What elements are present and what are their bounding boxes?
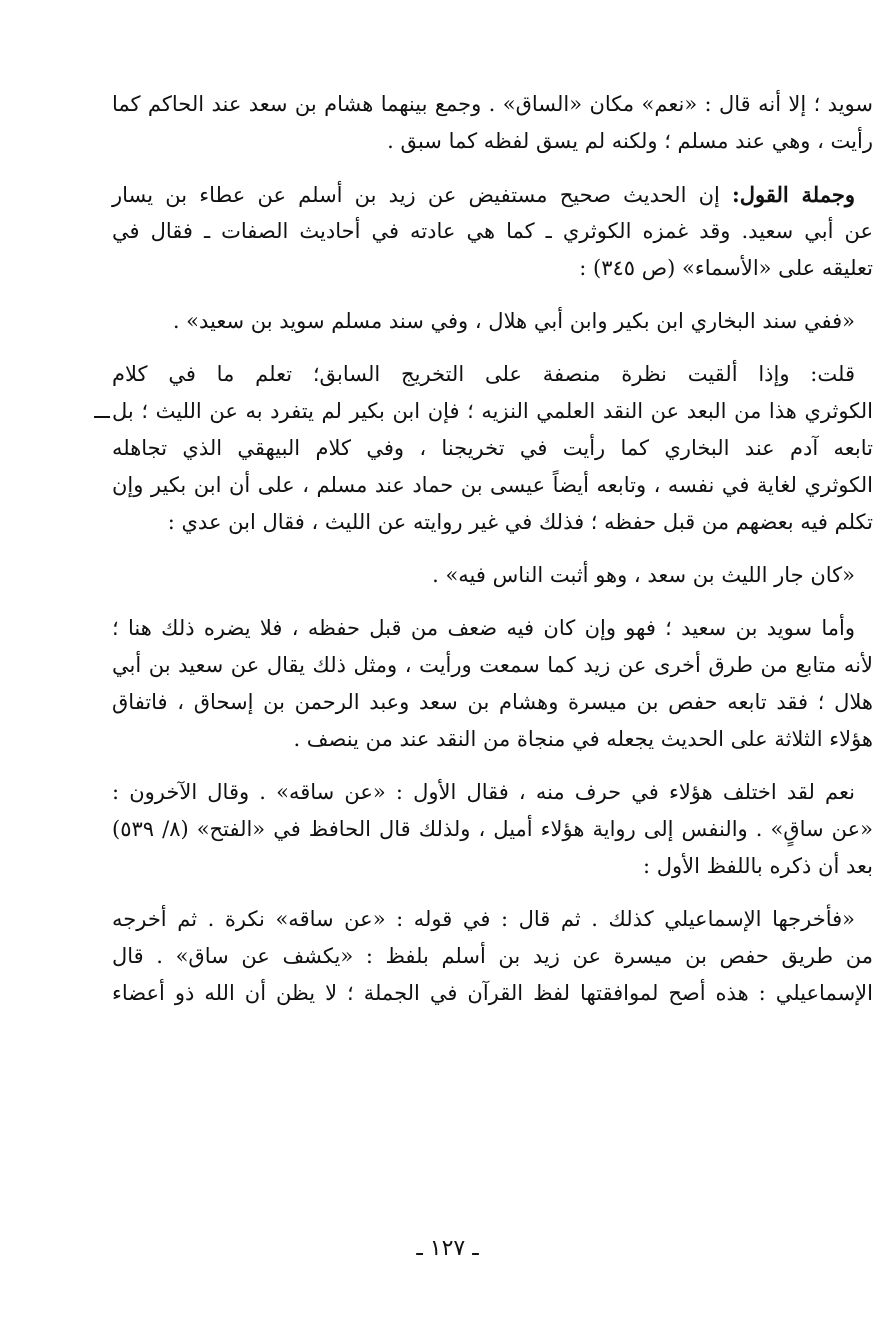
text-line: «عن ساقٍ» . والنفس إلى رواية هؤلاء أميل ، ولذلك قال الحافظ في «الفتح» (٨/ ٥٣٩) <box>112 817 873 841</box>
text-line: «ففي سند البخاري ابن بكير وابن أبي هلال ، وفي سند مسلم سويد بن سعيد» . <box>172 309 855 333</box>
text-line: الإسماعيلي : هذه أصح لموافقتها لفظ القرآن في الجملة ؛ لا يظن أن الله ذو أعضاء <box>112 981 873 1005</box>
text-line: بعد أن ذكره باللفظ الأول : <box>642 854 873 878</box>
text-line <box>112 176 855 213</box>
paragraph <box>112 86 873 160</box>
quotation <box>112 303 873 340</box>
text-line: تابعه آدم عند البخاري كما رأيت في تخريجنا ، وفي كلام البيهقي الذي تجاهله <box>112 436 873 460</box>
text-line: الكوثري لغاية في نفسه ، وتابعه أيضاً عيسى بن حماد عند مسلم ، على أن ابن بكير وإن <box>112 473 873 497</box>
paragraph <box>112 176 873 287</box>
text-line: هلال ؛ فقد تابعه حفص بن ميسرة وهشام بن سعد وعبد الرحمن بن إسحاق ، فاتفاق <box>112 690 873 714</box>
margin-dash <box>94 416 110 418</box>
quotation <box>112 557 873 594</box>
text-line: تعليقه على «الأسماء» (ص ٣٤٥) : <box>579 256 873 280</box>
text-line: تكلم فيه بعضهم من قبل حفظه ؛ فذلك في غير روايته عن الليث ، فقال ابن عدي : <box>167 510 873 534</box>
text-line: رأيت ، وهي عند مسلم ؛ ولكنه لم يسق لفظه كما سبق . <box>387 129 873 153</box>
page-number: ـ ١٢٧ ـ <box>416 1236 479 1261</box>
text-line: لأنه متابع من طرق أخرى عن زيد كما سمعت ورأيت ، ومثل ذلك يقال عن سعيد بن أبي <box>112 653 873 677</box>
paragraph <box>112 610 873 758</box>
text-line: «فأخرجها الإسماعيلي كذلك . ثم قال : في قوله : «عن ساقه» نكرة . ثم أخرجه <box>112 907 855 931</box>
text-line: هؤلاء الثلاثة على الحديث يجعله في منجاة من النقد عند من ينصف . <box>293 727 873 751</box>
text-line: «كان جار الليث بن سعد ، وهو أثبت الناس فيه» . <box>432 563 855 587</box>
text-line: سويد ؛ إلا أنه قال : «نعم» مكان «الساق» . وجمع بينهما هشام بن سعد عند الحاكم كما <box>112 92 873 116</box>
text-segment: إن الحديث صحيح مستفيض عن زيد بن أسلم عن عطاء بن يسار <box>112 183 733 207</box>
text-line: قلت: وإذا ألقيت نظرة منصفة على التخريج السابق؛ تعلم ما في كلام <box>112 362 855 386</box>
text-line: عن أبي سعيد. وقد غمزه الكوثري ـ كما هي عادته في أحاديث الصفات ـ فقال في <box>112 219 873 243</box>
text-line: نعم لقد اختلف هؤلاء في حرف منه ، فقال الأول : «عن ساقه» . وقال الآخرون : <box>112 780 855 804</box>
paragraph-lead: وجملة القول: <box>732 182 856 207</box>
paragraph <box>112 774 873 885</box>
text-line: وأما سويد بن سعيد ؛ فهو وإن كان فيه ضعف من قبل حفظه ، فلا يضره ذلك هنا ؛ <box>112 616 855 640</box>
text-line: من طريق حفص بن ميسرة عن زيد بن أسلم بلفظ : «يكشف عن ساق» . قال <box>112 944 873 968</box>
quotation <box>112 901 873 1012</box>
body-text <box>0 86 895 1028</box>
paragraph <box>112 356 873 541</box>
text-line: الكوثري هذا من البعد عن النقد العلمي النزيه ؛ فإن ابن بكير لم يتفرد به عن الليث ؛ بل <box>112 399 873 423</box>
